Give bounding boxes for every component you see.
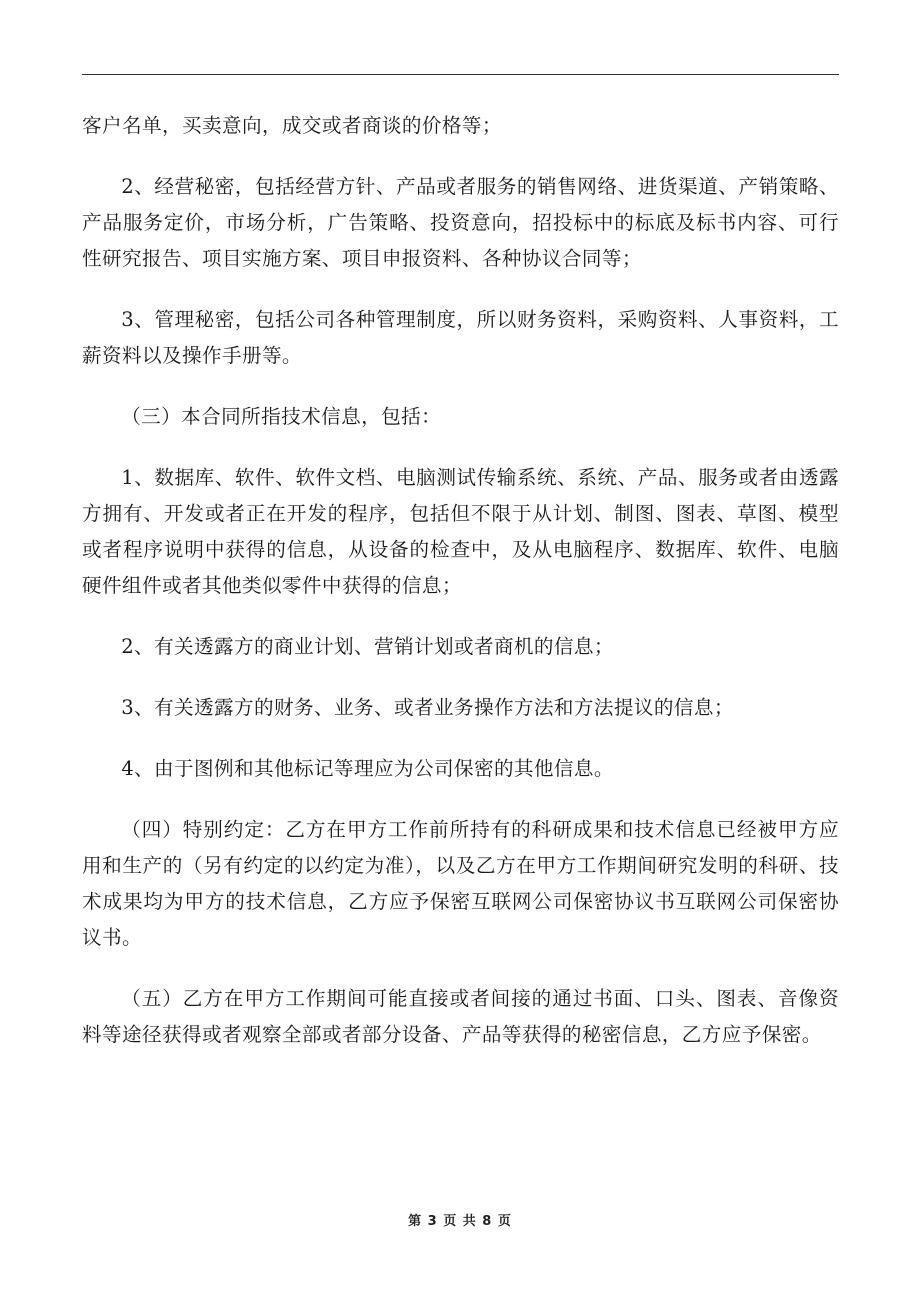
- page-number-footer: 第 3 页 共 8 页: [408, 1214, 512, 1229]
- header-rule: [82, 74, 839, 75]
- paragraph-technical-info-2: 2、有关透露方的商业计划、营销计划或者商机的信息；: [121, 635, 614, 658]
- paragraph-technical-info-3: 3、有关透露方的财务、业务、或者业务操作方法和方法提议的信息；: [121, 696, 734, 719]
- paragraph-section-three-heading: （三）本合同所指技术信息，包括：: [121, 405, 442, 428]
- paragraph-management-secrets: 3、管理秘密，包括公司各种管理制度，所以财务资料，采购资料、人事资料，工薪资料以及操作手册等。: [82, 308, 839, 367]
- paragraph-section-four: （四）特别约定：乙方在甲方工作前所持有的科研成果和技术信息已经被甲方应用和生产的（另有约定的以约定为准），以及乙方在甲方工作期间研究发明的科研、技术成果均为甲方的技术信息，乙方应予保密互联网公司保密协议书互联网公司保密协议书。: [82, 818, 839, 949]
- paragraph-technical-info-1: 1、数据库、软件、软件文档、电脑测试传输系统、系统、产品、服务或者由透露方拥有、开发或者正在开发的程序，包括但不限于从计划、制图、图表、草图、模型或者程序说明中获得的信息，从设备的检查中，及从电脑程序、数据库、软件、电脑硬件组件或者其他类似零件中获得的信息；: [82, 466, 839, 597]
- document-body: [82, 108, 839, 1078]
- paragraph-business-secrets: 2、经营秘密，包括经营方针、产品或者服务的销售网络、进货渠道、产销策略、产品服务定价，市场分析，广告策略、投资意向，招投标中的标底及标书内容、可行性研究报告、项目实施方案、项目申报资料、各种协议合同等；: [82, 175, 839, 270]
- paragraph-section-five: （五）乙方在甲方工作期间可能直接或者间接的通过书面、口头、图表、音像资料等途径获得或者观察全部或者部分设备、产品等获得的秘密信息，乙方应予保密。: [82, 987, 839, 1046]
- paragraph-technical-info-4: 4、由于图例和其他标记等理应为公司保密的其他信息。: [121, 757, 614, 780]
- paragraph-continuation: 客户名单，买卖意向，成交或者商谈的价格等；: [82, 114, 502, 137]
